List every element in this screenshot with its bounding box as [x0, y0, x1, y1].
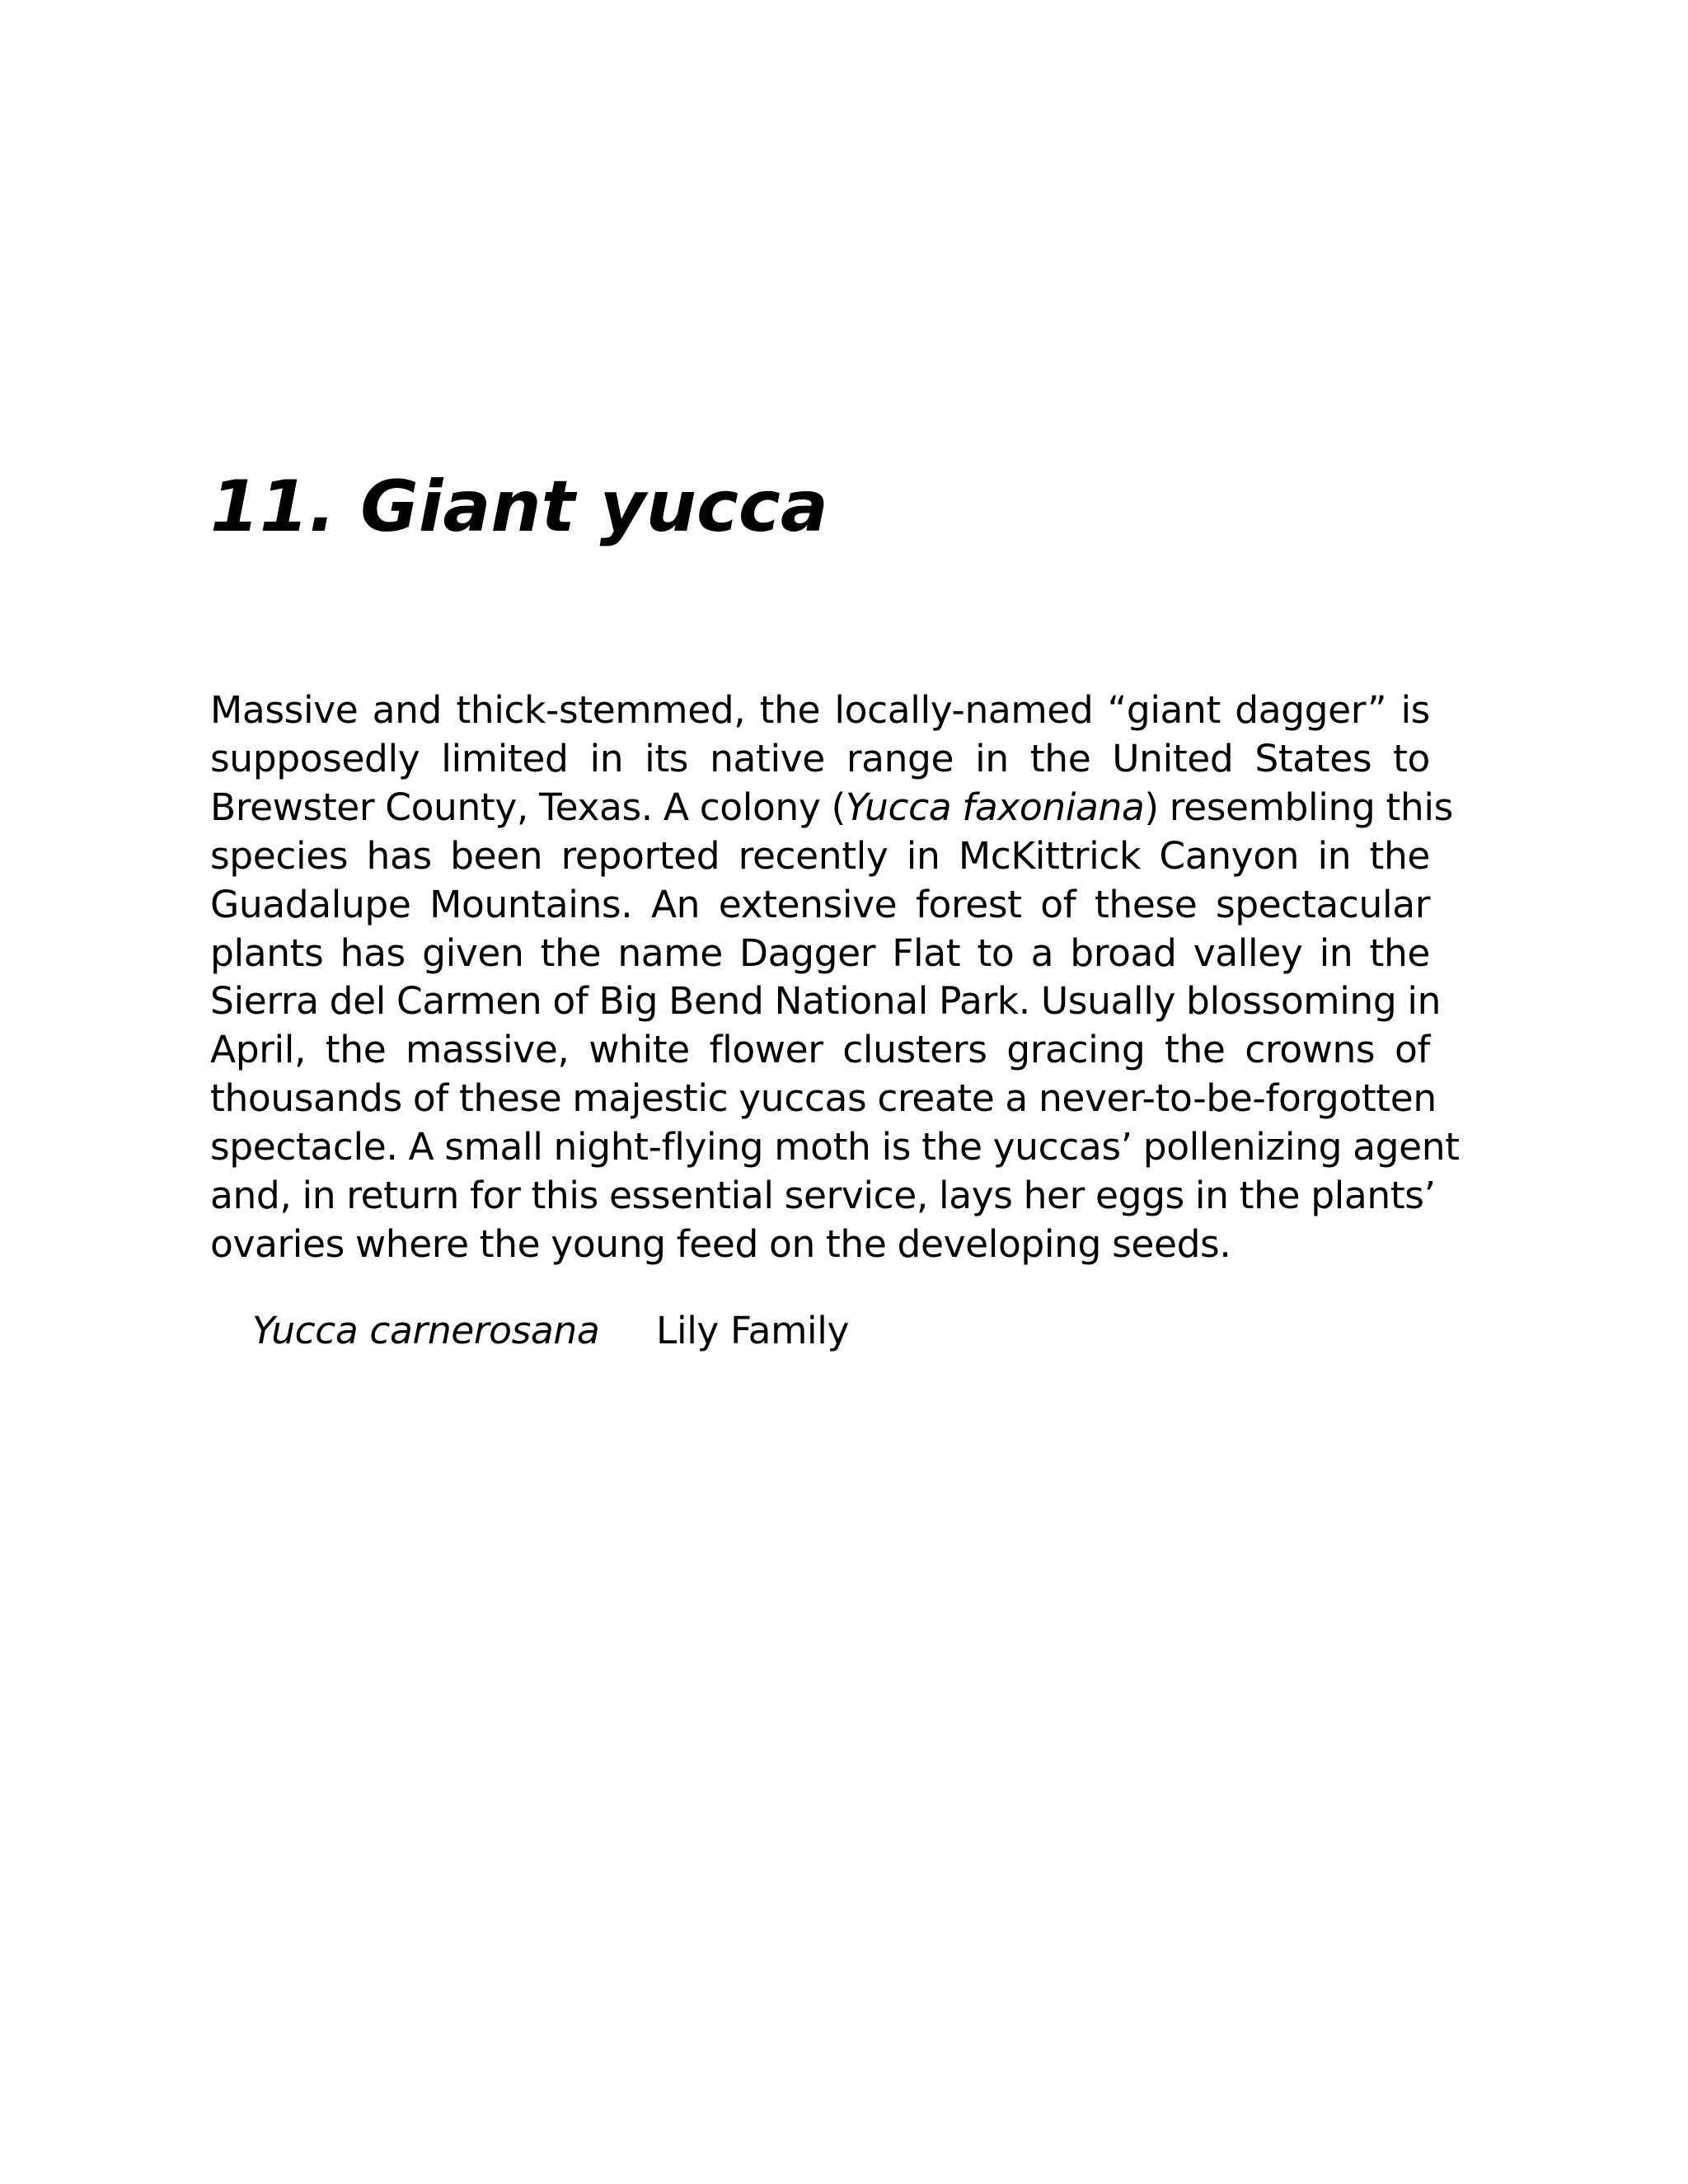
description-line: Massive and thick-stemmed, the locally-named “giant dagger” is: [210, 688, 1430, 732]
species-description: [210, 687, 1460, 1269]
description-line: [210, 784, 1453, 832]
taxonomy-line: [252, 1307, 849, 1355]
description-line: thousands of these majestic yuccas create a never-to-be-forgotten: [210, 1076, 1437, 1121]
description-line: Guadalupe Mountains. An extensive forest of these spectacular: [210, 882, 1430, 926]
scientific-name: Yucca carnerosana: [252, 1309, 600, 1352]
plant-family: Lily Family: [656, 1309, 850, 1352]
description-line: plants has given the name Dagger Flat to a broad valley in the: [210, 930, 1430, 975]
description-text: Brewster County, Texas. A colony (: [210, 785, 846, 829]
description-line: and, in return for this essential service, lays her eggs in the plants’: [210, 1174, 1436, 1218]
description-line: spectacle. A small night-flying moth is the yuccas’ pollenizing agent: [210, 1125, 1460, 1169]
description-line: supposedly limited in its native range in the United States to: [210, 736, 1430, 780]
description-text: ) resembling this: [1144, 785, 1453, 829]
description-line: April, the massive, white flower clusters gracing the crowns of: [210, 1028, 1430, 1072]
description-line: Sierra del Carmen of Big Bend National Park. Usually blossoming in: [210, 979, 1442, 1024]
page-title: 11. Giant yucca: [210, 466, 828, 548]
description-line: species has been reported recently in McKittrick Canyon in the: [210, 833, 1430, 878]
related-species-name: Yucca faxoniana: [845, 785, 1145, 829]
description-line: ovaries where the young feed on the developing seeds.: [210, 1221, 1231, 1266]
